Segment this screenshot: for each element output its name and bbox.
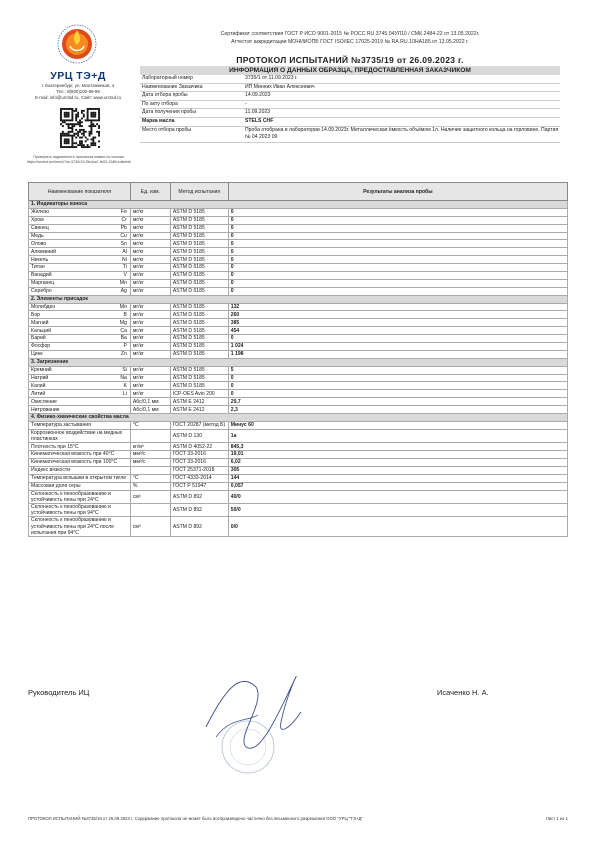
indicator-name: Серебро: [29, 287, 105, 295]
section-title: 3. Загрязнение: [29, 358, 568, 366]
unit: мг/кг: [130, 374, 170, 382]
indicator-name: Титан: [29, 264, 105, 272]
method: ASTM D 5185: [170, 232, 228, 240]
result: 0: [228, 272, 567, 280]
indicator-name: Нитрование: [29, 406, 131, 414]
result: 19,01: [228, 451, 567, 459]
table-row: [29, 343, 568, 351]
table-row: [29, 272, 568, 280]
method: ГОСТ Р 51947: [170, 482, 228, 490]
info-value: 3735/1 от 11.09.2023 г.: [245, 75, 298, 81]
result: 0: [228, 208, 567, 216]
element-symbol: Si: [104, 366, 130, 374]
table-row: [29, 490, 568, 503]
result: 0: [228, 279, 567, 287]
result: 2,3: [228, 406, 567, 414]
info-label: Лабораторный номер: [142, 75, 193, 81]
table-row: [29, 482, 568, 490]
unit: мг/кг: [130, 343, 170, 351]
method: ASTM D 5185: [170, 224, 228, 232]
table-row: [29, 466, 568, 474]
signature-title: Руководитель ИЦ: [28, 688, 90, 697]
result: 50/0: [228, 503, 567, 516]
result: 0: [228, 287, 567, 295]
indicator-name: Цинк: [29, 350, 105, 358]
element-symbol: Cr: [104, 216, 130, 224]
indicator-name: Барий: [29, 335, 105, 343]
indicator-name: Алюминий: [29, 248, 105, 256]
unit: мг/кг: [130, 350, 170, 358]
element-symbol: K: [104, 382, 130, 390]
element-symbol: Mg: [104, 319, 130, 327]
method: ASTM D 5185: [170, 319, 228, 327]
result: 144: [228, 474, 567, 482]
table-row: [29, 350, 568, 358]
indicator-name: Магний: [29, 319, 105, 327]
table-row: [29, 421, 568, 429]
result: 0: [228, 264, 567, 272]
indicator-name: Плотность при 15°C: [29, 443, 131, 451]
indicator-name: Кинематическая вязкость при 40°C: [29, 451, 131, 459]
unit: мг/кг: [130, 232, 170, 240]
section-row: [29, 201, 568, 209]
result: 5: [228, 366, 567, 374]
method: ГОСТ 33-2016: [170, 451, 228, 459]
indicator-name: Индекс вязкости: [29, 466, 131, 474]
result: 1 198: [228, 350, 567, 358]
unit: мг/кг: [130, 256, 170, 264]
unit: °C: [130, 474, 170, 482]
indicator-name: Кинематическая вязкость при 100°C: [29, 459, 131, 467]
unit: Абс/0,1 мм: [130, 398, 170, 406]
header-method: Метод испытания: [170, 183, 228, 201]
result: 0: [228, 224, 567, 232]
unit: мг/кг: [130, 382, 170, 390]
element-symbol: Pb: [104, 224, 130, 232]
method: ASTM D 5185: [170, 350, 228, 358]
section-title: 1. Индикаторы износа: [29, 201, 568, 209]
signature-name: Исаченко Н. А.: [437, 688, 489, 697]
company-address: г. Екатеринбург, ул. Монтажников, 4 Тел.: 8(800)100-69-99 E-mail: info@urctsd.ru, Сайт: www.urctsd.ru: [34, 83, 122, 101]
unit: см³: [130, 490, 170, 503]
element-symbol: Ti: [104, 264, 130, 272]
footer-note: ПРОТОКОЛ ИСПЫТАНИЙ №3735/19 от 26.09.2023 г. Содержание протокола не может быть воспроизведено частично без письменного разрешения ООО "УРЦ "ТЭ+Д": [28, 816, 363, 821]
unit: мг/кг: [130, 335, 170, 343]
result: 29,7: [228, 398, 567, 406]
method: ГОСТ 20287 (метод Б): [170, 421, 228, 429]
unit: см³: [130, 517, 170, 537]
info-row: [140, 127, 560, 143]
certifications: [145, 30, 555, 46]
table-row: [29, 311, 568, 319]
unit: %: [130, 482, 170, 490]
result: 305: [228, 466, 567, 474]
element-symbol: Mo: [104, 303, 130, 311]
indicator-name: Свинец: [29, 224, 105, 232]
method: ASTM E 2412: [170, 406, 228, 414]
method: ASTM D 5185: [170, 343, 228, 351]
info-value: STELS CHF: [245, 117, 274, 124]
info-value: Проба отобрана в лаборатории 14.09.2023г. Металлическая ёмкость объёмом 1л. Наличие защитного кольца на горловине. Партия № 04 2023 09: [245, 126, 559, 141]
brand-name: УРЦ ТЭ+Д: [50, 70, 106, 82]
info-label: Марка масла: [142, 117, 175, 124]
table-row: [29, 303, 568, 311]
method: ASTM D 5185: [170, 248, 228, 256]
section-title: 4. Физико-химические свойства масла: [29, 414, 568, 422]
info-value: 14.09.2023: [245, 92, 271, 99]
result: 0: [228, 390, 567, 398]
element-symbol: P: [104, 343, 130, 351]
table-row: [29, 232, 568, 240]
element-symbol: Sn: [104, 240, 130, 248]
indicator-name: Кремний: [29, 366, 105, 374]
info-row: [140, 84, 560, 93]
unit: мг/кг: [130, 327, 170, 335]
table-row: [29, 264, 568, 272]
indicator-name: Кальций: [29, 327, 105, 335]
page-number: Лист 1 из 1: [545, 816, 568, 821]
result: 132: [228, 303, 567, 311]
unit: мм²/с: [130, 451, 170, 459]
table-row: [29, 398, 568, 406]
method: ASTM D 5185: [170, 303, 228, 311]
info-label: Наименование Заказчика: [142, 83, 203, 90]
table-row: [29, 429, 568, 442]
table-row: [29, 390, 568, 398]
results-table: [28, 182, 568, 537]
header-name: Наименование показателя: [29, 183, 131, 201]
info-row: [140, 75, 560, 84]
unit: мг/кг: [130, 248, 170, 256]
method: ASTM D 5185: [170, 287, 228, 295]
indicator-name: Фосфор: [29, 343, 105, 351]
table-row: [29, 366, 568, 374]
section-row: [29, 414, 568, 422]
method: ASTM D 5185: [170, 374, 228, 382]
element-symbol: V: [104, 272, 130, 280]
result: 260: [228, 311, 567, 319]
table-row: [29, 443, 568, 451]
result: 0: [228, 374, 567, 382]
element-symbol: Li: [104, 390, 130, 398]
result: 1 024: [228, 343, 567, 351]
table-row: [29, 517, 568, 537]
result: 0: [228, 248, 567, 256]
unit: мг/кг: [130, 216, 170, 224]
indicator-name: Литий: [29, 390, 105, 398]
element-symbol: Na: [104, 374, 130, 382]
element-symbol: Mn: [104, 279, 130, 287]
indicator-name: Температура вспышки в открытом тигле: [29, 474, 131, 482]
indicator-name: Окисление: [29, 398, 131, 406]
unit: Абс/0,1 мм: [130, 406, 170, 414]
indicator-name: Склонность к пенообразованию и устойчивость пены при 24°C после испытания при 94°C: [29, 517, 131, 537]
unit: мг/кг: [130, 240, 170, 248]
result: 0: [228, 240, 567, 248]
result: 0: [228, 216, 567, 224]
method: ASTM D 5185: [170, 216, 228, 224]
indicator-name: Железо: [29, 208, 105, 216]
method: ICP-OES Avio 200: [170, 390, 228, 398]
table-row: [29, 459, 568, 467]
method: ASTM E 2412: [170, 398, 228, 406]
accreditation-line: Аттестат аккредитации МОНИИОПБ ГОСТ ISO/IEC 17025-2019 № RA.RU.10НА185 от 13.05.2022 г.: [231, 39, 469, 45]
element-symbol: Al: [104, 248, 130, 256]
table-row: [29, 374, 568, 382]
result: 1a: [228, 429, 567, 442]
unit: мг/кг: [130, 279, 170, 287]
indicator-name: Ванадий: [29, 272, 105, 280]
unit: мг/кг: [130, 390, 170, 398]
element-symbol: Zn: [104, 350, 130, 358]
element-symbol: Ni: [104, 256, 130, 264]
method: ASTM D 5185: [170, 264, 228, 272]
method: ASTM D 130: [170, 429, 228, 442]
method: ASTM D 5185: [170, 256, 228, 264]
result: 0: [228, 256, 567, 264]
unit: мг/кг: [130, 366, 170, 374]
method: ASTM D 892: [170, 517, 228, 537]
result: 0/0: [228, 517, 567, 537]
unit: [130, 503, 170, 516]
info-value: -: [245, 100, 247, 107]
method: ASTM D 5185: [170, 272, 228, 280]
table-row: [29, 382, 568, 390]
element-symbol: Ba: [104, 335, 130, 343]
result: 0: [228, 382, 567, 390]
unit: [130, 429, 170, 442]
result: 0: [228, 335, 567, 343]
table-row: [29, 503, 568, 516]
method: ASTM D 892: [170, 503, 228, 516]
unit: мг/кг: [130, 208, 170, 216]
element-symbol: B: [104, 311, 130, 319]
element-symbol: Fe: [104, 208, 130, 216]
table-row: [29, 327, 568, 335]
qr-note: Проверить подлинность протокола можно по ссылке: https://urctsd.ru/check/?id=3735/19-f3e4ca7-fb02-1389-ed6ef4e: [26, 155, 132, 164]
section-row: [29, 295, 568, 303]
method: ASTM D 5185: [170, 279, 228, 287]
unit: мг/кг: [130, 303, 170, 311]
sample-info: [140, 75, 560, 143]
element-symbol: Cu: [104, 232, 130, 240]
unit: мг/кг: [130, 319, 170, 327]
table-row: [29, 451, 568, 459]
signature-stamp: [186, 667, 316, 777]
result: 0: [228, 232, 567, 240]
method: ГОСТ 4333-2014: [170, 474, 228, 482]
indicator-name: Бор: [29, 311, 105, 319]
unit: мг/кг: [130, 311, 170, 319]
section-title: 2. Элементы присадок: [29, 295, 568, 303]
table-row: [29, 335, 568, 343]
table-row: [29, 256, 568, 264]
indicator-name: Молибден: [29, 303, 105, 311]
result: 845,3: [228, 443, 567, 451]
unit: мм²/с: [130, 459, 170, 467]
method: ASTM D 5185: [170, 366, 228, 374]
qr-code[interactable]: [60, 108, 100, 148]
footer: [28, 816, 568, 821]
element-symbol: Ca: [104, 327, 130, 335]
element-symbol: Ag: [104, 287, 130, 295]
table-row: [29, 474, 568, 482]
info-label: Дата получения пробы: [142, 109, 197, 116]
unit: кг/м³: [130, 443, 170, 451]
unit: мг/кг: [130, 224, 170, 232]
indicator-name: Никель: [29, 256, 105, 264]
indicator-name: Коррозионное воздействие на медных пластинках: [29, 429, 131, 442]
result: 454: [228, 327, 567, 335]
result: 6,02: [228, 459, 567, 467]
unit: мг/кг: [130, 272, 170, 280]
indicator-name: Массовая доля серы: [29, 482, 131, 490]
info-value: ИП Минних Иван Алексеевич: [245, 83, 315, 90]
table-row: [29, 216, 568, 224]
certificate-line: Сертификат соответствия ГОСТ Р ИСО 9001-2015 № РОСС RU.3745.04УЛ10 / СМК.2484-22 от 13.05.2022г.: [220, 31, 480, 37]
table-row: [29, 279, 568, 287]
table-row: [29, 319, 568, 327]
indicator-name: Склонность к пенообразованию и устойчивость пены при 24°C: [29, 490, 131, 503]
result: 40/0: [228, 490, 567, 503]
unit: мг/кг: [130, 264, 170, 272]
indicator-name: Калий: [29, 382, 105, 390]
unit: °C: [130, 421, 170, 429]
info-row: [140, 101, 560, 110]
indicator-name: Температура застывания: [29, 421, 131, 429]
info-heading: ИНФОРМАЦИЯ О ДАННЫХ ОБРАЗЦА, ПРЕДОСТАВЛЕННАЯ ЗАКАЗЧИКОМ: [140, 66, 560, 75]
section-row: [29, 358, 568, 366]
indicator-name: Медь: [29, 232, 105, 240]
method: ASTM D 5185: [170, 208, 228, 216]
method: ASTM D 5185: [170, 311, 228, 319]
info-label: Дата отбора пробы: [142, 92, 188, 99]
info-value: 11.09.2023: [245, 109, 271, 116]
table-row: [29, 224, 568, 232]
method: ASTM D 5185: [170, 240, 228, 248]
unit: [130, 466, 170, 474]
info-row: [140, 109, 560, 118]
indicator-name: Натрий: [29, 374, 105, 382]
info-row: [140, 118, 560, 127]
indicator-name: Склонность к пенообразованию и устойчивость пены при 94°C: [29, 503, 131, 516]
table-row: [29, 248, 568, 256]
indicator-name: Марганец: [29, 279, 105, 287]
method: ГОСТ 33-2016: [170, 459, 228, 467]
table-row: [29, 240, 568, 248]
method: ГОСТ 25371-2018: [170, 466, 228, 474]
result: 385: [228, 319, 567, 327]
header-unit: Ед. изм.: [130, 183, 170, 201]
method: ASTM D 5185: [170, 327, 228, 335]
method: ASTM D 892: [170, 490, 228, 503]
info-label: Место отбора пробы: [142, 126, 192, 133]
result: 0,057: [228, 482, 567, 490]
table-row: [29, 287, 568, 295]
method: ASTM D 4052-22: [170, 443, 228, 451]
indicator-name: Хром: [29, 216, 105, 224]
company-logo: [50, 22, 104, 68]
indicator-name: Олово: [29, 240, 105, 248]
header-result: Результаты анализа пробы: [228, 183, 567, 201]
method: ASTM D 5185: [170, 335, 228, 343]
table-row: [29, 208, 568, 216]
info-label: По акту отбора: [142, 100, 178, 107]
result: Минус 60: [228, 421, 567, 429]
document-title: ПРОТОКОЛ ИСПЫТАНИЙ №3735/19 от 26.09.2023 г.: [236, 55, 464, 65]
unit: мг/кг: [130, 287, 170, 295]
method: ASTM D 5185: [170, 382, 228, 390]
info-row: [140, 92, 560, 101]
table-row: [29, 406, 568, 414]
